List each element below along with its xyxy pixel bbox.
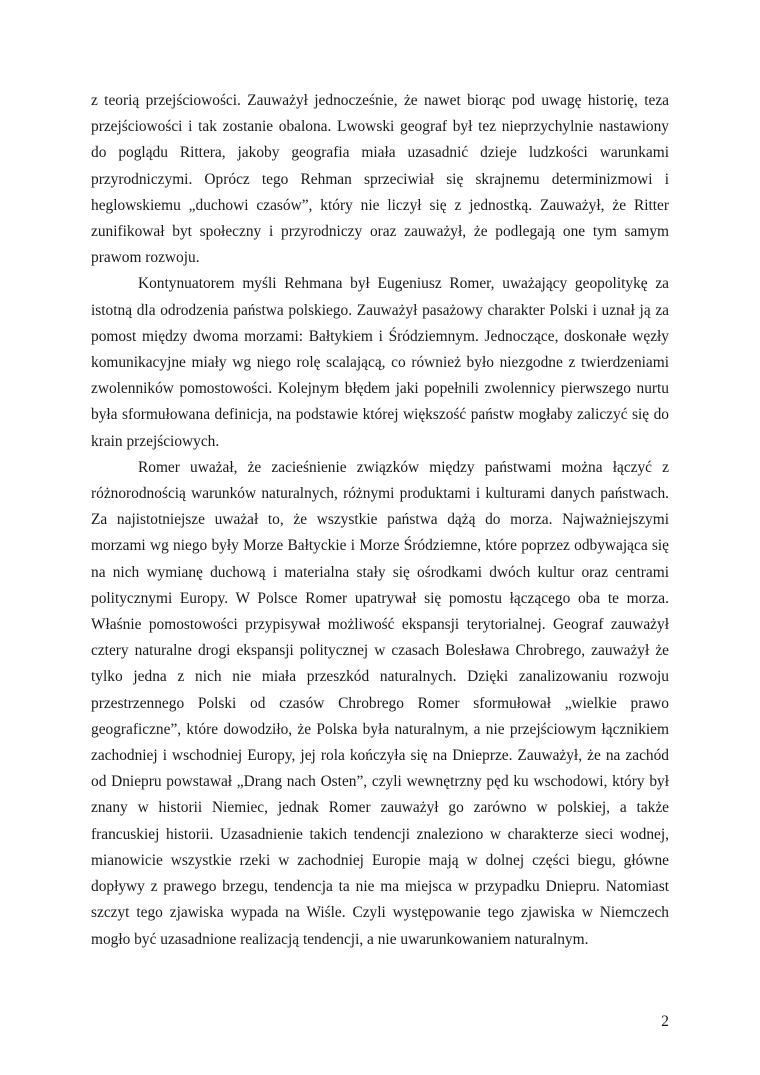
paragraph-1-continuation: z teorią przejściowości. Zauważył jednocześnie, że nawet biorąc pod uwagę historię, teza przejściowości i tak zostanie obalona. Lwowski geograf był tez nieprzychylnie nastawiony do poglądu Rittera, jakoby geografia miała uzasadnić dzieje ludzkości warunkami przyrodniczymi. Oprócz tego Rehman sprzeciwiał się skrajnemu determinizmowi i heglowskiemu „duchowi czasów”, który nie liczył się z jednostką. Zauważył, że Ritter zunifikował byt społeczny i przyrodniczy oraz zauważył, że podlegają one tym samym prawom rozwoju. [91,92,669,267]
paragraph-romer-views: Romer uważał, że zacieśnienie związków między państwami można łączyć z różnorodnością warunków naturalnych, różnymi produktami i kulturami danych państwach. Za najistotniejsze uważał to, że wszystkie państwa dążą do morza. Najważniejszymi morzami wg niego były Morze Bałtyckie i Morze Śródziemne, które poprzez odbywająca się na nich wymianę duchową i materialna stały się ośrodkami dwóch kultur oraz centrami politycznymi Europy. W Polsce Romer upatrywał się pomostu łączącego oba te morza. Właśnie pomostowości przypisywał możliwość ekspansji terytorialnej. Geograf zauważył cztery naturalne drogi ekspansji politycznej w czasach Bolesława Chrobrego, zauważył że tylko jedna z nich nie miała przeszkód naturalnych. Dzięki zanalizowaniu rozwoju przestrzennego Polski od czasów Chrobrego Romer sformułował „wielkie prawo geograficzne”, które dowodziło, że Polska była naturalnym, a nie przejściowym łącznikiem zachodniej i wschodniej Europy, jej rola kończyła się na Dnieprze. Zauważył, że na zachód od Dniepru powstawał „Drang nach Osten”, czyli wewnętrzny pęd ku wschodowi, który był znany w historii Niemiec, jednak Romer zauważył go zarówno w polskiej, a także francuskiej historii. Uzasadnienie takich tendencji znaleziono w charakterze sieci wodnej, mianowicie wszystkie rzeki w zachodniej Europie mają w dolnej części biegu, główne dopływy z prawego brzegu, tendencja ta nie ma miejsca w przypadku Dniepru. Natomiast szczyt tego zjawiska wypada na Wiśle. Czyli występowanie tego zjawiska w Niemczech mogło być uzasadnione realizacją tendencji, a nie uwarunkowaniem naturalnym. [91,458,669,948]
body-text [91,88,669,953]
page-number: 2 [661,1013,669,1030]
paragraph-romer-continuator: Kontynuatorem myśli Rehmana był Eugeniusz Romer, uważający geopolitykę za istotną dla odrodzenia państwa polskiego. Zauważył pasażowy charakter Polski i uznał ją za pomost między dwoma morzami: Bałtykiem i Śródziemnym. Jednoczące, doskonałe węzły komunikacyjne miały wg niego rolę scalającą, co również było niezgodne z twierdzeniami zwolenników pomostowości. Kolejnym błędem jaki popełnili zwolennicy pierwszego nurtu była sformułowana definicja, na podstawie której większość państw mogłaby zaliczyć się do krain przejściowych. [91,275,669,450]
